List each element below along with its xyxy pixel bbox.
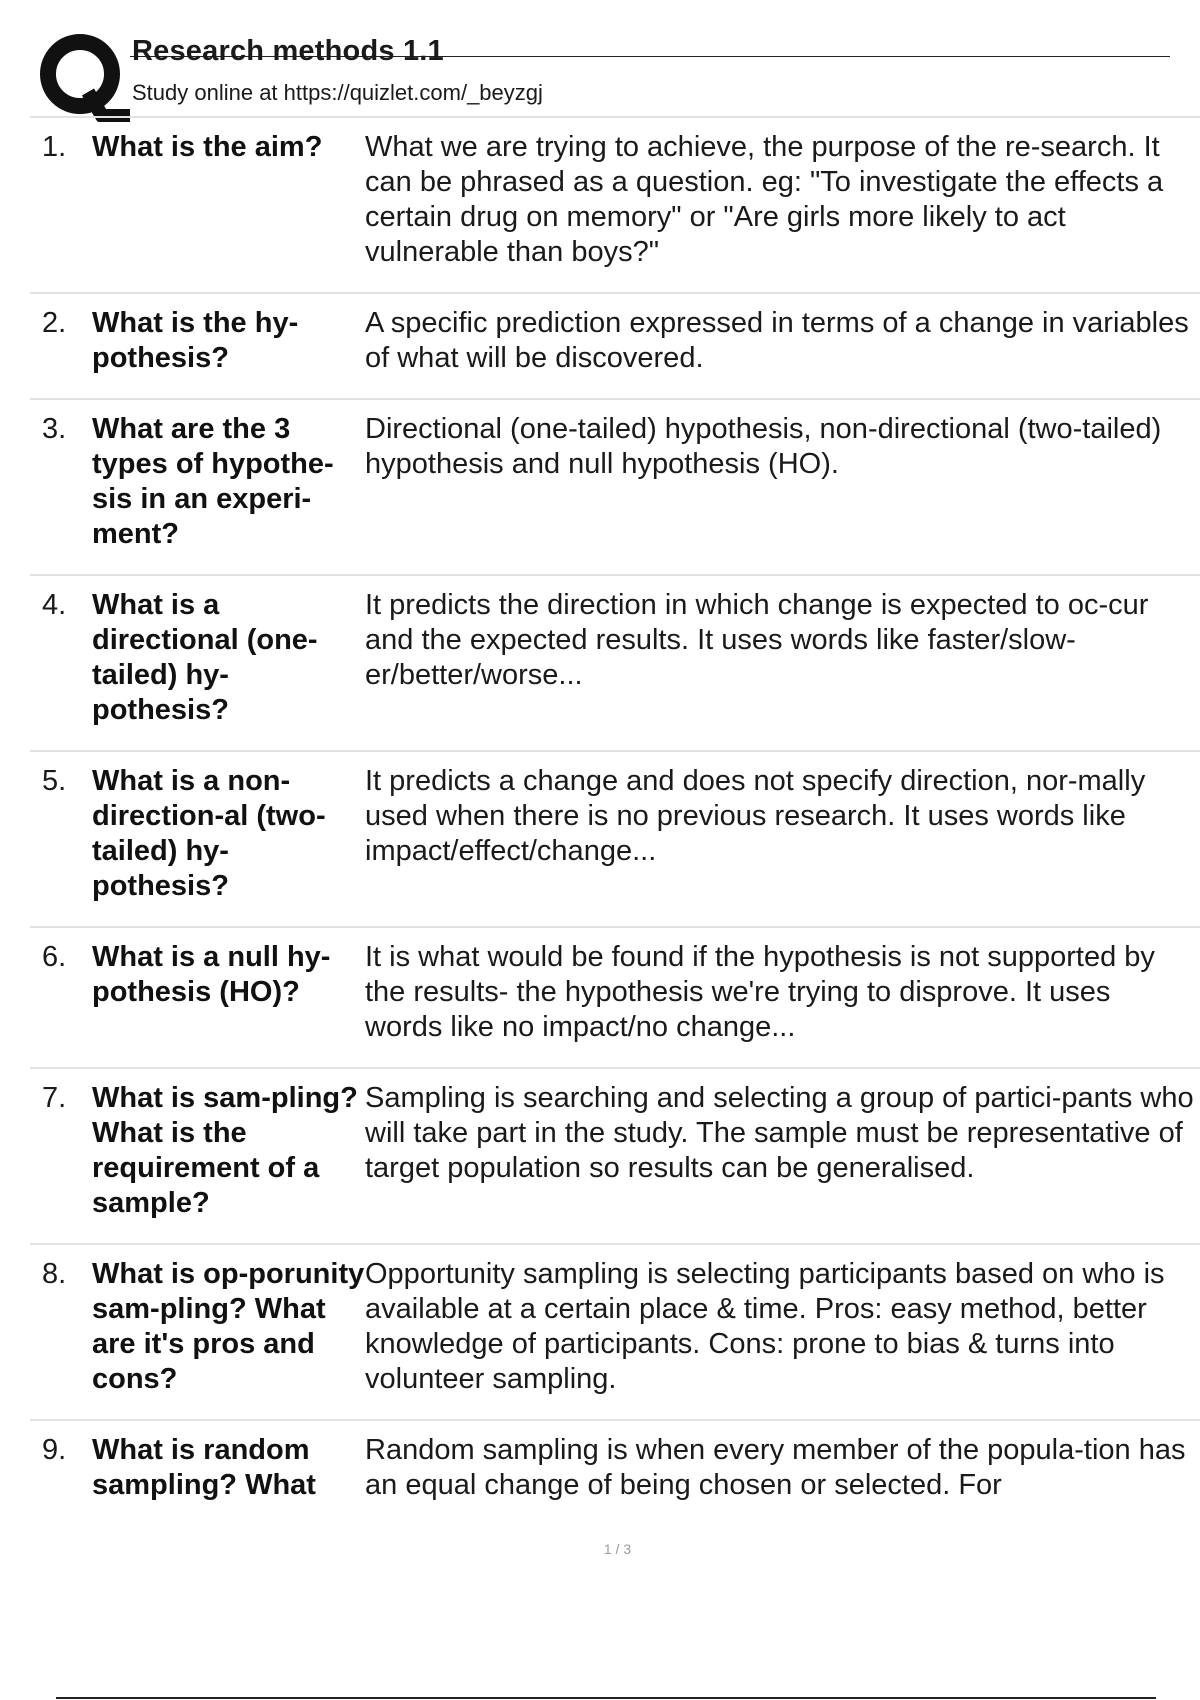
- bottom-rule: [56, 1697, 1156, 1699]
- card-term: What is a null hy-pothesis (HO)?: [92, 941, 331, 1008]
- study-online-link[interactable]: Study online at https://quizlet.com/_beyzgj: [132, 80, 543, 105]
- card-term: What are the 3 types of hypothe-sis in an experi-ment?: [92, 413, 334, 550]
- card-term: What is the aim?: [92, 131, 323, 163]
- card-number: 1.: [42, 131, 67, 163]
- flashcard-row: [30, 1067, 1200, 1243]
- card-number: 4.: [42, 589, 67, 621]
- card-definition: It predicts a change and does not specify direction, nor-mally used when there is no previous research. It uses words like impact/effect/change...: [365, 765, 1146, 867]
- card-number: 6.: [42, 941, 67, 973]
- card-number: 7.: [42, 1082, 67, 1114]
- card-term: What is random sampling? What: [92, 1434, 316, 1501]
- card-term: What is the hy-pothesis?: [92, 307, 299, 374]
- flashcard-row: [30, 116, 1200, 292]
- card-definition: It is what would be found if the hypothesis is not supported by the results- the hypothesis we're trying to disprove. It uses words like no impact/no change...: [365, 941, 1155, 1043]
- card-definition: A specific prediction expressed in terms of a change in variables of what will be discovered.: [365, 307, 1189, 374]
- card-number: 5.: [42, 765, 67, 797]
- card-definition: Sampling is searching and selecting a group of partici-pants who will take part in the study. The sample must be representative of target population so results can be generalised.: [365, 1082, 1194, 1184]
- card-number: 3.: [42, 413, 67, 445]
- card-definition: It predicts the direction in which change is expected to oc-cur and the expected results. It uses words like faster/slow-er/better/worse...: [365, 589, 1149, 691]
- card-term: What is sam-pling? What is the requirement of a sample?: [92, 1082, 358, 1219]
- flashcard-row: [30, 1419, 1200, 1525]
- flashcard-row: [30, 292, 1200, 398]
- page-title: Research methods 1.1: [132, 35, 444, 67]
- flashcard-row: [30, 1243, 1200, 1419]
- card-term: What is a non-direction-al (two-tailed) hy-pothesis?: [92, 765, 326, 902]
- flashcard-row: [30, 398, 1200, 574]
- card-definition: Opportunity sampling is selecting participants based on who is available at a certain place & time. Pros: easy method, better knowledge of participants. Cons: prone to bias & turns into volunteer sampling.: [365, 1258, 1165, 1395]
- flashcard-row: [30, 574, 1200, 750]
- document-header: [30, 30, 1140, 116]
- card-definition: Directional (one-tailed) hypothesis, non-directional (two-tailed) hypothesis and null hypothesis (HO).: [365, 413, 1162, 480]
- flashcard-row: [30, 926, 1200, 1067]
- card-term: What is op-porunity sam-pling? What are it's pros and cons?: [92, 1258, 365, 1395]
- card-definition: What we are trying to achieve, the purpose of the re-search. It can be phrased as a question. eg: "To investigate the effects a certain drug on memory" or "Are girls more likely to act vulnerable than boys?": [365, 131, 1164, 268]
- card-number: 8.: [42, 1258, 67, 1290]
- card-term: What is a directional (one-tailed) hy-pothesis?: [92, 589, 318, 726]
- card-number: 2.: [42, 307, 67, 339]
- card-number: 9.: [42, 1434, 67, 1466]
- flashcard-list: [30, 116, 1200, 1525]
- page-number: 1 / 3: [603, 1541, 632, 1557]
- quizlet-logo-icon: [30, 32, 140, 122]
- flashcard-row: [30, 750, 1200, 926]
- card-definition: Random sampling is when every member of the popula-tion has an equal change of being chosen or selected. For: [365, 1434, 1186, 1501]
